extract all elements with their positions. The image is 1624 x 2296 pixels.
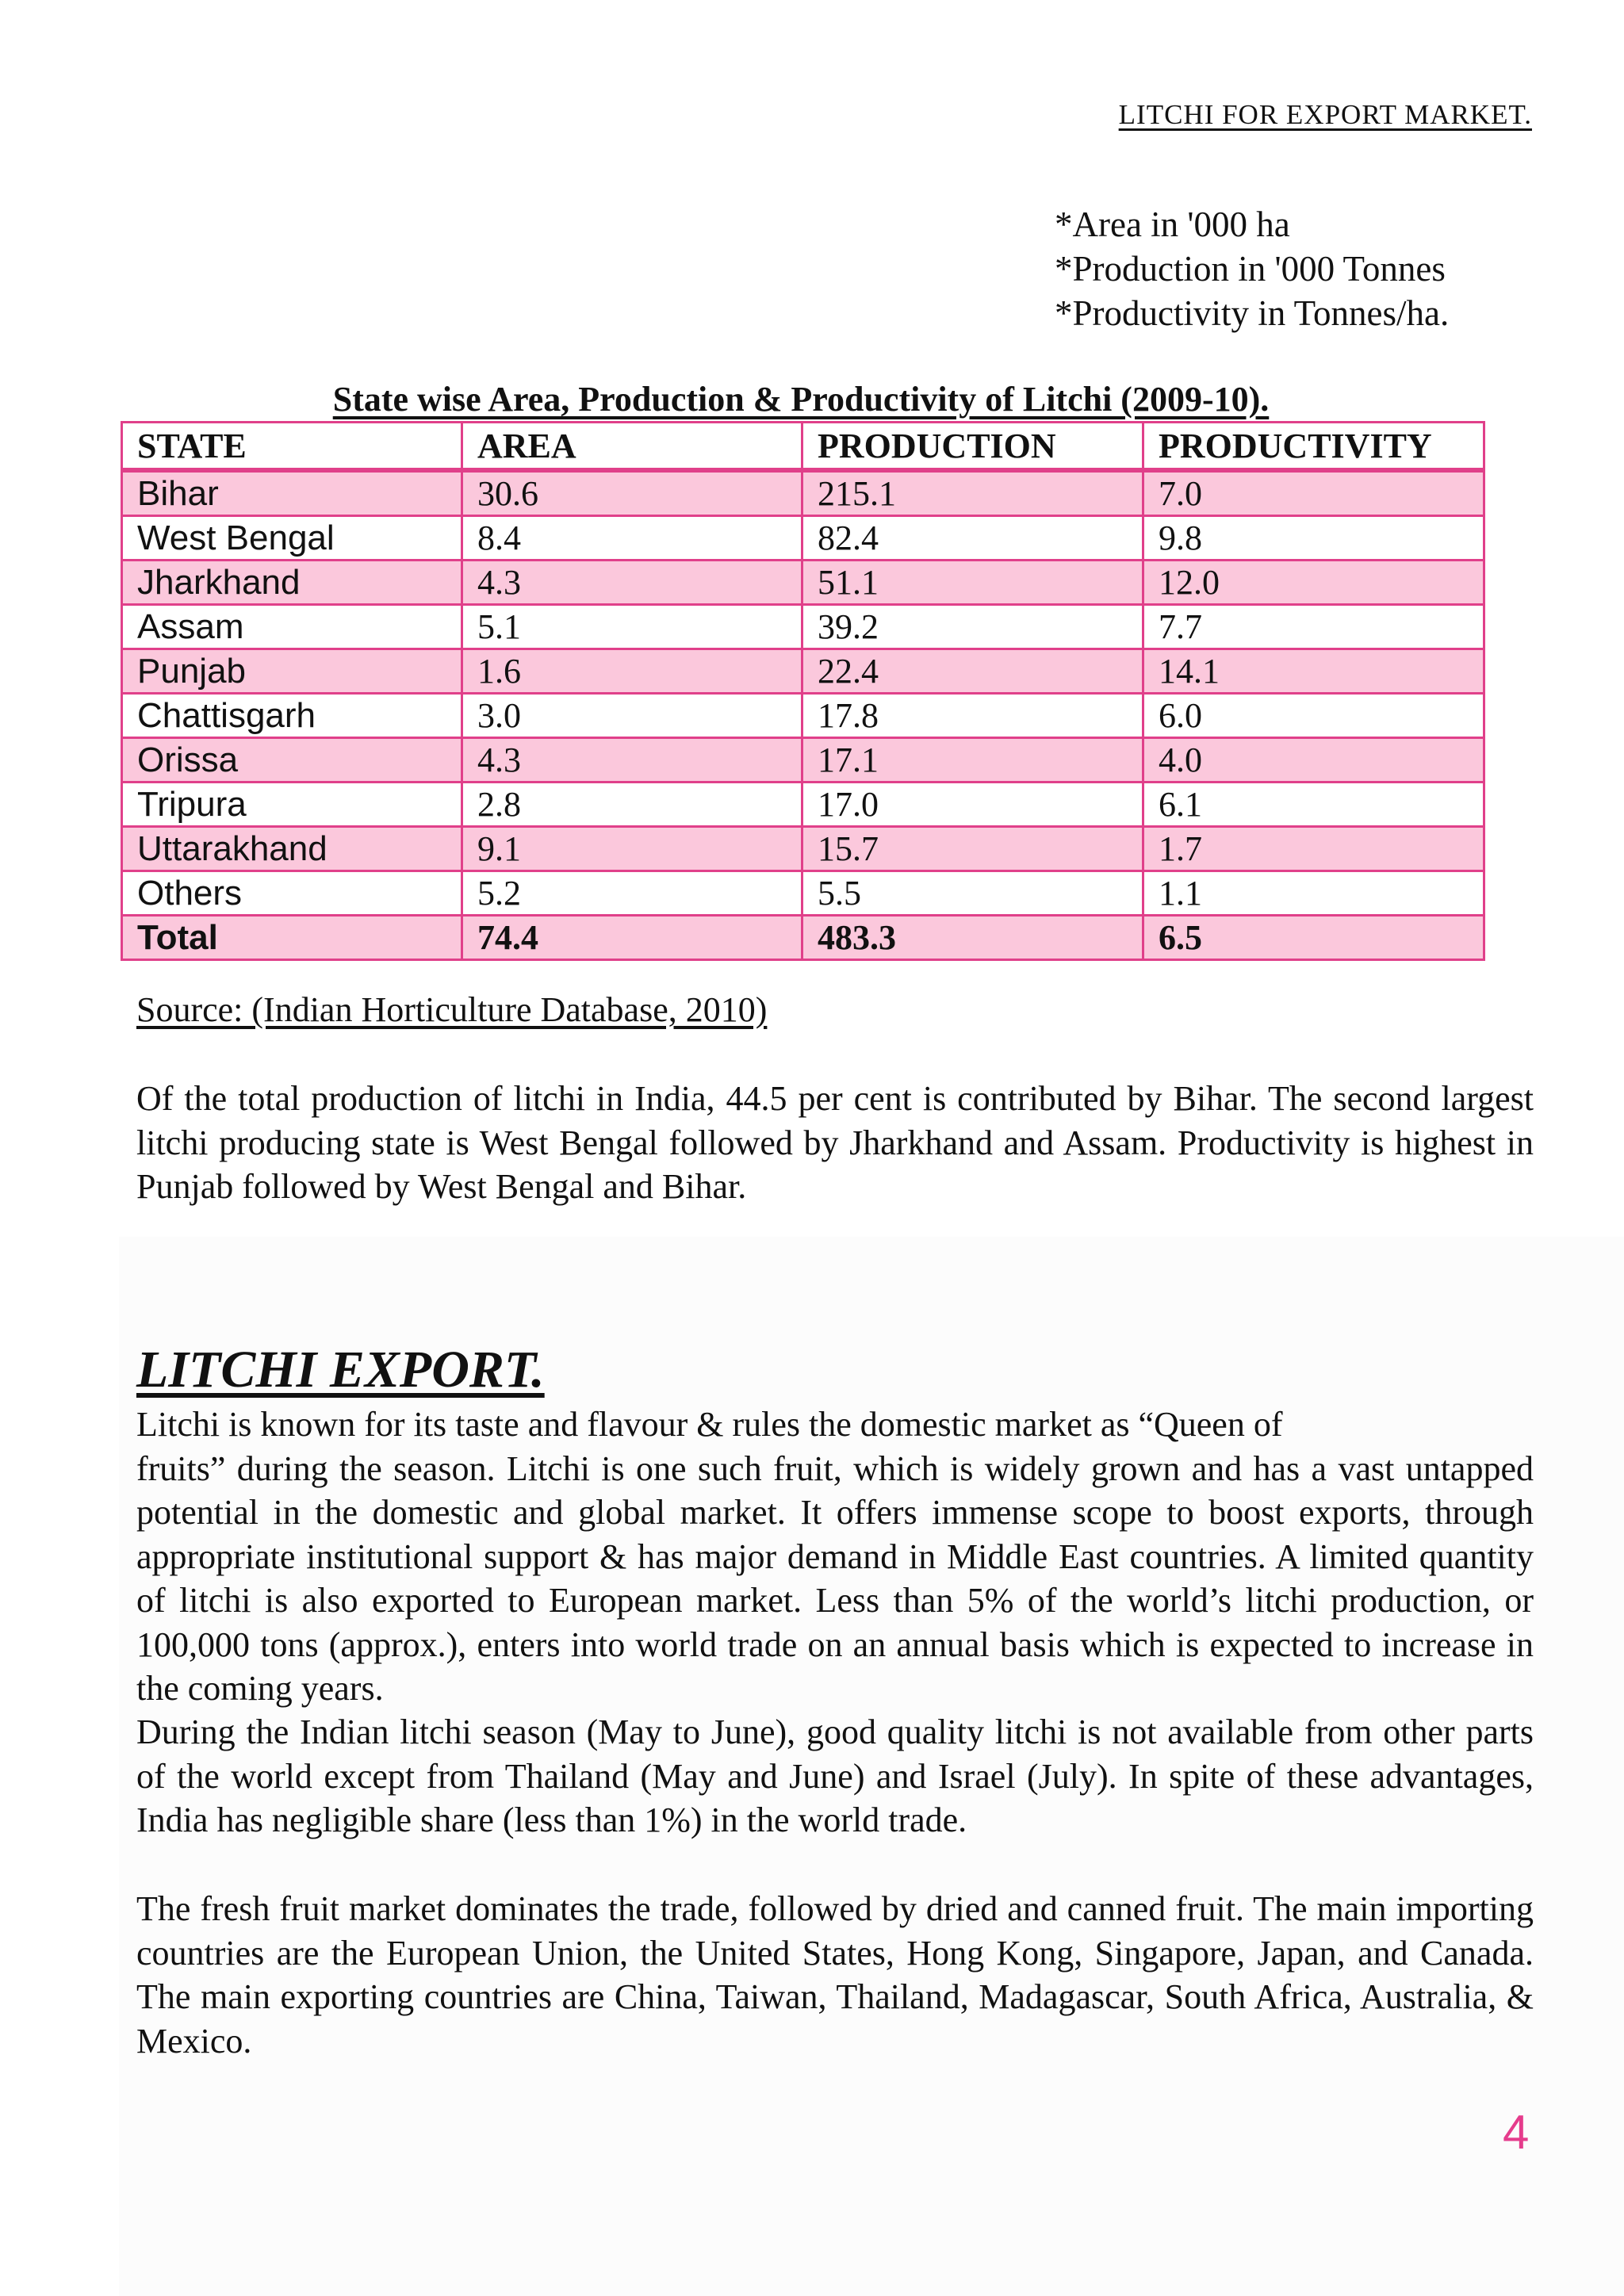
cell-productivity: 7.0 [1143,470,1484,516]
cell-productivity: 4.0 [1143,738,1484,783]
cell-production: 15.7 [802,827,1143,871]
cell-area: 9.1 [462,827,802,871]
export-paragraph-1 [136,1402,1534,1711]
export-paragraph-3: The fresh fruit market dominates the trade, followed by dried and canned fruit. The main importing countries are the European Union, the United States, Hong Kong, Singapore, Japan, and Canada. The main exporting countries are China, Taiwan, Thailand, Madagascar, South Africa, Australia, & Mexico. [136,1889,1534,2061]
table-title: State wise Area, Production & Productivity of Litchi (2009-10). [332,380,1270,419]
cell-area: 5.2 [462,871,802,916]
export-paragraph-1-first-line: Litchi is known for its taste and flavour & rules the domestic market as “Queen of [136,1405,1283,1444]
cell-production: 51.1 [802,561,1143,605]
cell-state: Chattisgarh [122,694,462,738]
cell-total-productivity: 6.5 [1143,916,1484,960]
table-header-row [122,423,1484,471]
cell-state: West Bengal [122,516,462,561]
cell-productivity: 7.7 [1143,605,1484,649]
cell-productivity: 12.0 [1143,561,1484,605]
cell-area: 8.4 [462,516,802,561]
cell-productivity: 1.1 [1143,871,1484,916]
cell-state: Jharkhand [122,561,462,605]
table-row [122,605,1484,649]
cell-productivity: 14.1 [1143,649,1484,694]
table-row [122,649,1484,694]
page-number: 4 [1503,2106,1530,2159]
cell-area: 1.6 [462,649,802,694]
cell-production: 17.1 [802,738,1143,783]
cell-production: 215.1 [802,470,1143,516]
cell-production: 22.4 [802,649,1143,694]
table-total-row [122,916,1484,960]
cell-state: Tripura [122,783,462,827]
running-header: LITCHI FOR EXPORT MARKET. [1118,99,1532,130]
cell-state: Uttarakhand [122,827,462,871]
cell-productivity: 6.1 [1143,783,1484,827]
cell-area: 5.1 [462,605,802,649]
litchi-state-table [121,421,1485,961]
unit-productivity: *Productivity in Tonnes/ha. [1055,293,1450,333]
column-header-productivity: PRODUCTIVITY [1143,423,1484,471]
column-header-production: PRODUCTION [802,423,1143,471]
table-row [122,516,1484,561]
cell-production: 39.2 [802,605,1143,649]
cell-production: 5.5 [802,871,1143,916]
table-row [122,827,1484,871]
cell-state: Others [122,871,462,916]
table-row [122,470,1484,516]
cell-state: Punjab [122,649,462,694]
table-row [122,561,1484,605]
cell-state: Assam [122,605,462,649]
cell-total-area: 74.4 [462,916,802,960]
cell-productivity: 9.8 [1143,516,1484,561]
cell-area: 4.3 [462,561,802,605]
table-row [122,783,1484,827]
table-row [122,871,1484,916]
cell-area: 2.8 [462,783,802,827]
cell-productivity: 1.7 [1143,827,1484,871]
table-row [122,694,1484,738]
cell-area: 4.3 [462,738,802,783]
unit-production: *Production in '000 Tonnes [1055,249,1446,289]
cell-production: 17.0 [802,783,1143,827]
cell-production: 17.8 [802,694,1143,738]
cell-total-label: Total [122,916,462,960]
summary-paragraph: Of the total production of litchi in India, 44.5 per cent is contributed by Bihar. The second largest litchi producing state is West Bengal followed by Jharkhand and Assam. Productivity is highest in Punjab followed by West Bengal and Bihar. [136,1079,1534,1206]
cell-area: 30.6 [462,470,802,516]
unit-area: *Area in '000 ha [1055,205,1290,244]
table-source: Source: (Indian Horticulture Database, 2010) [136,990,768,1029]
section-heading-litchi-export: LITCHI EXPORT. [136,1341,545,1399]
cell-productivity: 6.0 [1143,694,1484,738]
cell-state: Orissa [122,738,462,783]
export-paragraph-2: During the Indian litchi season (May to June), good quality litchi is not available from other parts of the world except from Thailand (May and June) and Israel (July). In spite of these advantages, India has negligible share (less than 1%) in the world trade. [136,1712,1534,1839]
cell-production: 82.4 [802,516,1143,561]
cell-state: Bihar [122,470,462,516]
cell-total-production: 483.3 [802,916,1143,960]
export-paragraph-1-body: fruits” during the season. Litchi is one such fruit, which is widely grown and has a vast untapped potential in the domestic and global market. It offers immense scope to boost exports, through appropriate institutional support & has major demand in Middle East countries. A limited quantity of litchi is also exported to European market. Less than 5% of the world’s litchi production, or 100,000 tons (approx.), enters into world trade on an annual basis which is expected to increase in the coming years. [136,1448,1534,1708]
column-header-area: AREA [462,423,802,471]
column-header-state: STATE [122,423,462,471]
table-row [122,738,1484,783]
cell-area: 3.0 [462,694,802,738]
units-note [1055,202,1449,335]
